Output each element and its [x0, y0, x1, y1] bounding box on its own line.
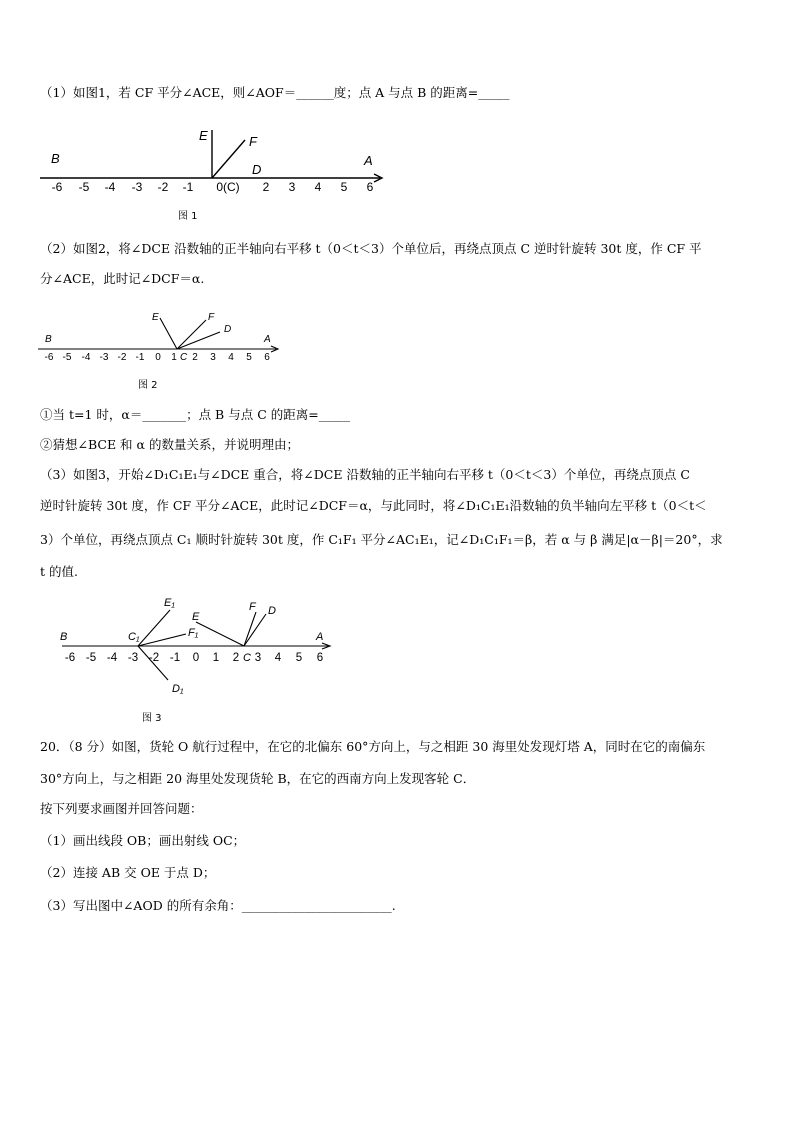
fig3-label-c: C	[243, 652, 251, 664]
fig3-tick-label: 3	[254, 652, 262, 664]
fig1-label-a: A	[364, 153, 373, 168]
fig3-ray-cf	[244, 612, 256, 646]
fig2-tick-label: 1	[171, 352, 177, 363]
fig2-caption: 图 2	[138, 380, 158, 391]
q20-item2: （2）连接 AB 交 OE 于点 D；	[40, 865, 216, 880]
fig3-tick-label: 4	[274, 652, 282, 664]
q20-line1: 20．（8 分）如图，货轮 O 航行过程中，在它的北偏东 60°方向上，与之相距 30 海里处发现灯塔 A，同时在它的南偏东	[40, 739, 706, 754]
fig3-tick-label: 0	[192, 652, 200, 664]
fig2-label-a: A	[264, 334, 271, 345]
fig1-tick-label: 3	[288, 180, 296, 194]
q20-line2: 30°方向上，与之相距 20 海里处发现货轮 B，在它的西南方向上发现客轮 C．	[40, 771, 476, 786]
fig3-ray-c1e1	[138, 610, 170, 646]
q19-part3-line2: 逆时针旋转 30t 度，作 CF 平分∠ACE，此时记∠DCF＝α，与此同时，将∠D₁C₁E₁沿数轴的负半轴向左平移 t（0＜t＜	[40, 498, 707, 513]
fig2-tick-label: 2	[192, 352, 198, 363]
fig1-label-d: D	[252, 162, 262, 177]
fig2-label-f: F	[208, 312, 215, 323]
fig2-tick-label: 3	[210, 352, 216, 363]
fig1-tick-label: -6	[51, 180, 63, 194]
fig2-tick-label: -6	[44, 352, 54, 363]
fig3-tick-label: 5	[295, 652, 303, 664]
fig2-tick-label: 5	[246, 352, 252, 363]
fig1-origin-label: 0(C)	[216, 180, 240, 194]
q19-sub1: ①当 t=1 时，α＝_______；点 B 与点 C 的距离=_____	[40, 407, 350, 422]
fig3-tick-label: 2	[232, 652, 240, 664]
fig3-tick-label: 1	[212, 652, 220, 664]
q20-item1: （1）画出线段 OB；画出射线 OC；	[40, 833, 246, 848]
fig1-tick-label: -2	[157, 180, 169, 194]
fig1-label-b: B	[51, 151, 60, 166]
fig2-label-e: E	[152, 312, 159, 323]
fig1-tick-label: 6	[366, 180, 374, 194]
fig3-label-d1: D₁	[172, 683, 184, 695]
fig2-tick-label: -4	[81, 352, 91, 363]
fig3-tick-label: -1	[169, 652, 181, 664]
q20-line3: 按下列要求画图并回答问题：	[40, 801, 203, 816]
q19-part1: （1）如图1，若 CF 平分∠ACE，则∠AOF＝______度；点 A 与点 B 的距离=_____	[40, 85, 510, 100]
fig2-tick-label: -3	[99, 352, 109, 363]
fig1-tick-label: -3	[131, 180, 143, 194]
fig3-tick-label: -3	[127, 652, 139, 664]
fig1-tick-label: -5	[78, 180, 90, 194]
q20-item3: （3）写出图中∠AOD 的所有余角：________________________.	[40, 898, 396, 913]
fig2-label-b: B	[45, 334, 52, 345]
q19-part2-line1: （2）如图2，将∠DCE 沿数轴的正半轴向右平移 t（0＜t＜3）个单位后，再绕点顶点 C 逆时针旋转 30t 度，作 CF 平	[40, 241, 702, 256]
fig1-tick-label: 2	[262, 180, 270, 194]
fig2-tick-label: 0	[155, 352, 161, 363]
fig1-label-f: F	[249, 134, 257, 149]
fig3-label-e1: E₁	[164, 597, 175, 609]
fig3-label-f1: F₁	[188, 627, 199, 639]
fig1-tick-label: -1	[182, 180, 194, 194]
fig3-ray-c1f1	[138, 634, 186, 646]
fig3-caption: 图 3	[142, 713, 162, 724]
q19-part3-line3: 3）个单位，再绕点顶点 C₁ 顺时针旋转 30t 度，作 C₁F₁ 平分∠AC₁E₁，记∠D₁C₁F₁＝β，若 α 与 β 满足|α－β|＝20°，求	[40, 532, 723, 547]
fig3-label-b: B	[60, 631, 68, 643]
fig3-label-e: E	[192, 611, 200, 623]
fig2-label-d: D	[224, 324, 232, 335]
fig3-ray-ce	[196, 622, 244, 646]
fig3-tick-label: -4	[106, 652, 118, 664]
fig2-tick-label: 4	[228, 352, 234, 363]
fig2-tick-label: -2	[117, 352, 127, 363]
fig3-label-d: D	[268, 605, 276, 617]
fig2-label-c: C	[180, 352, 188, 363]
fig2-tick-label: 6	[264, 352, 270, 363]
fig1-caption: 图 1	[178, 211, 198, 222]
fig3-label-f: F	[249, 601, 256, 613]
fig3-tick-label: -6	[64, 652, 76, 664]
fig3-tick-label: -5	[85, 652, 97, 664]
fig3-ray-cd	[244, 614, 266, 646]
q19-part3-line4: t 的值.	[40, 564, 78, 579]
fig1-tick-label: 4	[314, 180, 322, 194]
fig3-label-a: A	[316, 631, 324, 643]
q19-sub2: ②猜想∠BCE 和 α 的数量关系，并说明理由；	[40, 437, 299, 452]
q19-part2-line2: 分∠ACE，此时记∠DCF＝α.	[40, 271, 205, 286]
fig3-tick-label: -2	[148, 652, 160, 664]
fig2-tick-label: -5	[62, 352, 72, 363]
q19-part3-line1: （3）如图3，开始∠D₁C₁E₁与∠DCE 重合，将∠DCE 沿数轴的正半轴向右平移 t（0＜t＜3）个单位，再绕点顶点 C	[40, 467, 690, 482]
fig3-label-c1: C₁	[128, 631, 140, 643]
fig3-tick-label: 6	[316, 652, 324, 664]
fig2-tick-label: -1	[135, 352, 145, 363]
fig1-label-e: E	[199, 128, 208, 143]
fig1-tick-label: 5	[340, 180, 348, 194]
fig1-tick-label: -4	[104, 180, 116, 194]
